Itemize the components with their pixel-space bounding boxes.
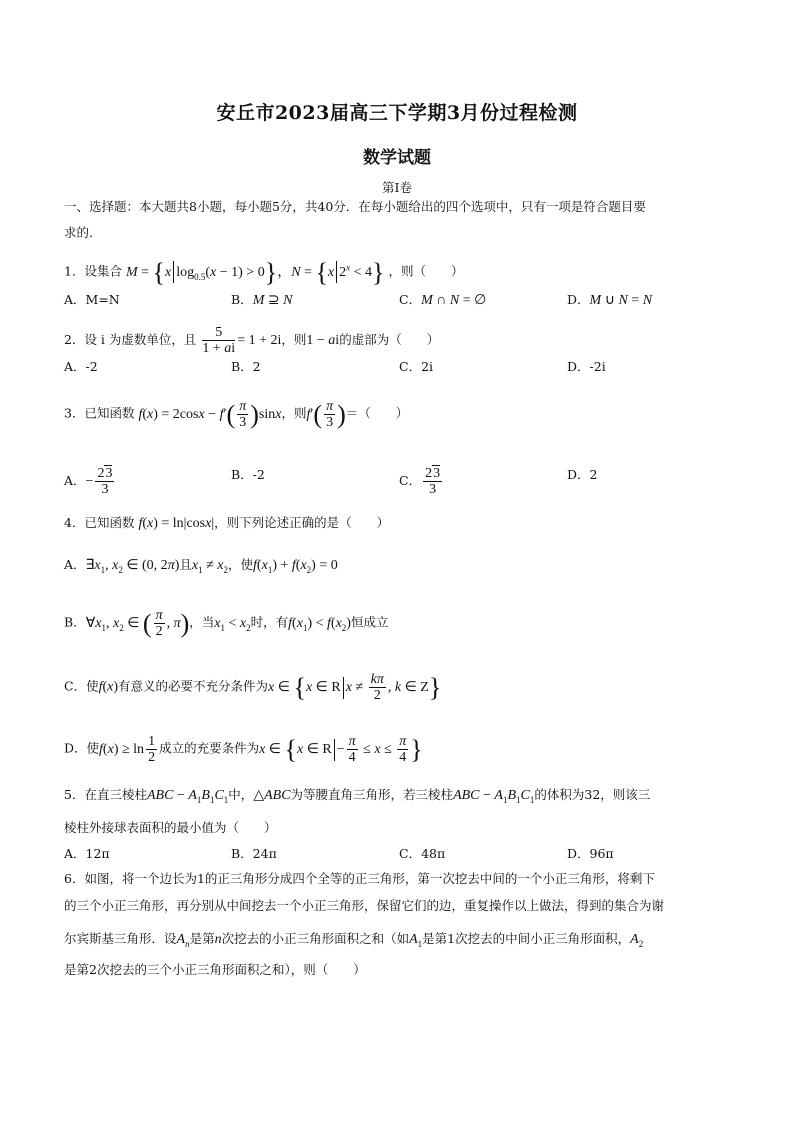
q2-mid: ，则	[281, 332, 307, 347]
q1-options	[64, 291, 736, 309]
q4-option-b[interactable]: B．$\forall x_1$, $x_2$ ∈ ( $\frac{\pi}{2}$ , π)，当$x_1 < x_2$时，有$f(x_1) < f(x_2)$恒成立	[64, 608, 389, 639]
section-intro: 一、选择题：本大题共8小题，每小题5分，共40分．在每小题给出的四个选项中，只有一项是符合题目要	[64, 199, 646, 214]
q2-option-a[interactable]: A．-2	[64, 359, 98, 374]
q2-option-c[interactable]: C．2i	[399, 359, 434, 374]
q2-option-d[interactable]: D．-2i	[567, 359, 606, 374]
q5-options	[64, 845, 736, 863]
q3-option-c[interactable]: C． $\frac{23}{3}$	[399, 466, 441, 497]
q2-option-b[interactable]: B．2	[231, 359, 261, 374]
section-intro-cont: 求的．	[64, 225, 102, 240]
question-4	[64, 514, 736, 533]
q3-suffix: ＝（ ）	[345, 405, 409, 421]
q4-option-d[interactable]: D．使f(x) ≥ ln $\frac{1}{2}$ 成立的充要条件为x ∈ {x ∈ R − $\frac{\pi}{4}$ ≤ x ≤ $\frac{\pi}{4}$ }	[64, 734, 423, 765]
question-6-line3: 尔宾斯基三角形．设$A_n$是第n次挖去的小正三角形面积之和（如$A_1$是第1次挖去的中间小正三角形面积，$A_2$	[64, 931, 644, 949]
q3-prefix: 3．已知函数	[64, 405, 135, 421]
q1-stem-end: ，则（ ）	[388, 263, 464, 279]
q4-option-c[interactable]: C．使f(x)有意义的必要不充分条件为x ∈ {x ∈ R x ≠ $\frac{k\pi}{2}$ , k ∈ Z}	[64, 672, 442, 703]
q4-option-a[interactable]: A．$\exists x_1$, $x_2$ ∈ (0, 2π)且$x_1 \ne x_2$，使$f(x_1) + f(x_2) = 0$	[64, 557, 338, 575]
q1-option-a[interactable]: A．M=N	[64, 292, 120, 307]
question-2: 2．设 i 为虚数单位，且 $\frac{5}{1 + ai}$ = 1 + 2i，则1 − ai的虚部为（ ）	[64, 325, 440, 356]
q3-option-d[interactable]: D．2	[567, 467, 598, 482]
q4-function: f(x) = ln|cosx|	[138, 516, 215, 531]
q4-suffix: ，则下列论述正确的是（ ）	[214, 515, 390, 530]
q5-option-c[interactable]: C．48π	[399, 846, 446, 861]
q2-suffix: 的虚部为（ ）	[339, 332, 440, 347]
question-5-cont: 棱柱外接球表面积的最小值为（ ）	[64, 820, 277, 835]
q1-set-m: M = {x $\log_{0.5}(x - 1) > 0$}，N = {x $2^x < 4$}	[125, 257, 385, 287]
q5-option-b[interactable]: B．24π	[231, 846, 277, 861]
exam-title: 安丘市2023届高三下学期3月份过程检测	[216, 102, 578, 124]
question-6-line2: 的三个小正三角形，再分别从中间挖去一个小正三角形，保留它们的边，重复操作以上做法，得到的集合为谢	[64, 898, 665, 913]
q1-option-b[interactable]: B．M ⊇ N	[231, 292, 293, 308]
q2-options	[64, 358, 736, 376]
q3-mid: ，则	[281, 405, 307, 421]
question-6-line4: 是第2次挖去的三个小正三角形面积之和），则（ ）	[64, 962, 366, 977]
q2-fraction: $\frac{5}{1 + ai}$	[202, 325, 236, 356]
question-5: 5．在直三棱柱ABC − $A_1B_1C_1$中，△ABC为等腰直角三角形，若三棱柱ABC − $A_1B_1C_1$的体积为32，则该三	[64, 787, 651, 805]
q3-options	[64, 466, 736, 497]
question-6: 6．如图，将一个边长为1的正三角形分成四个全等的正三角形，第一次挖去中间的一个小正三角形，将剩下	[64, 871, 655, 886]
question-3: 3．已知函数 f(x) = 2cosx − f′( $\frac{\pi}{3}$ )sinx，则f′( $\frac{\pi}{3}$ )＝（ ）	[64, 399, 409, 430]
q1-option-d[interactable]: D．M ∪ N = N	[567, 292, 653, 308]
q3-option-b[interactable]: B．-2	[231, 467, 265, 482]
q1-option-c[interactable]: C．M ∩ N = ∅	[399, 292, 487, 308]
q1-prefix: 1．设集合	[64, 263, 122, 279]
q3-function: f(x) = 2cosx − f′( $\frac{\pi}{3}$ )sinx	[138, 399, 282, 430]
q5-option-d[interactable]: D．96π	[567, 846, 614, 861]
q5-option-a[interactable]: A．12π	[64, 846, 110, 861]
q4-prefix: 4．已知函数	[64, 515, 135, 530]
q3-option-a[interactable]: A．− $\frac{23}{3}$	[64, 466, 113, 497]
volume-label: 第Ⅰ卷	[382, 180, 412, 195]
question-1	[64, 258, 736, 285]
q2-prefix: 2．设 i 为虚数单位，且	[64, 332, 197, 347]
exam-subject: 数学试题	[363, 148, 431, 168]
